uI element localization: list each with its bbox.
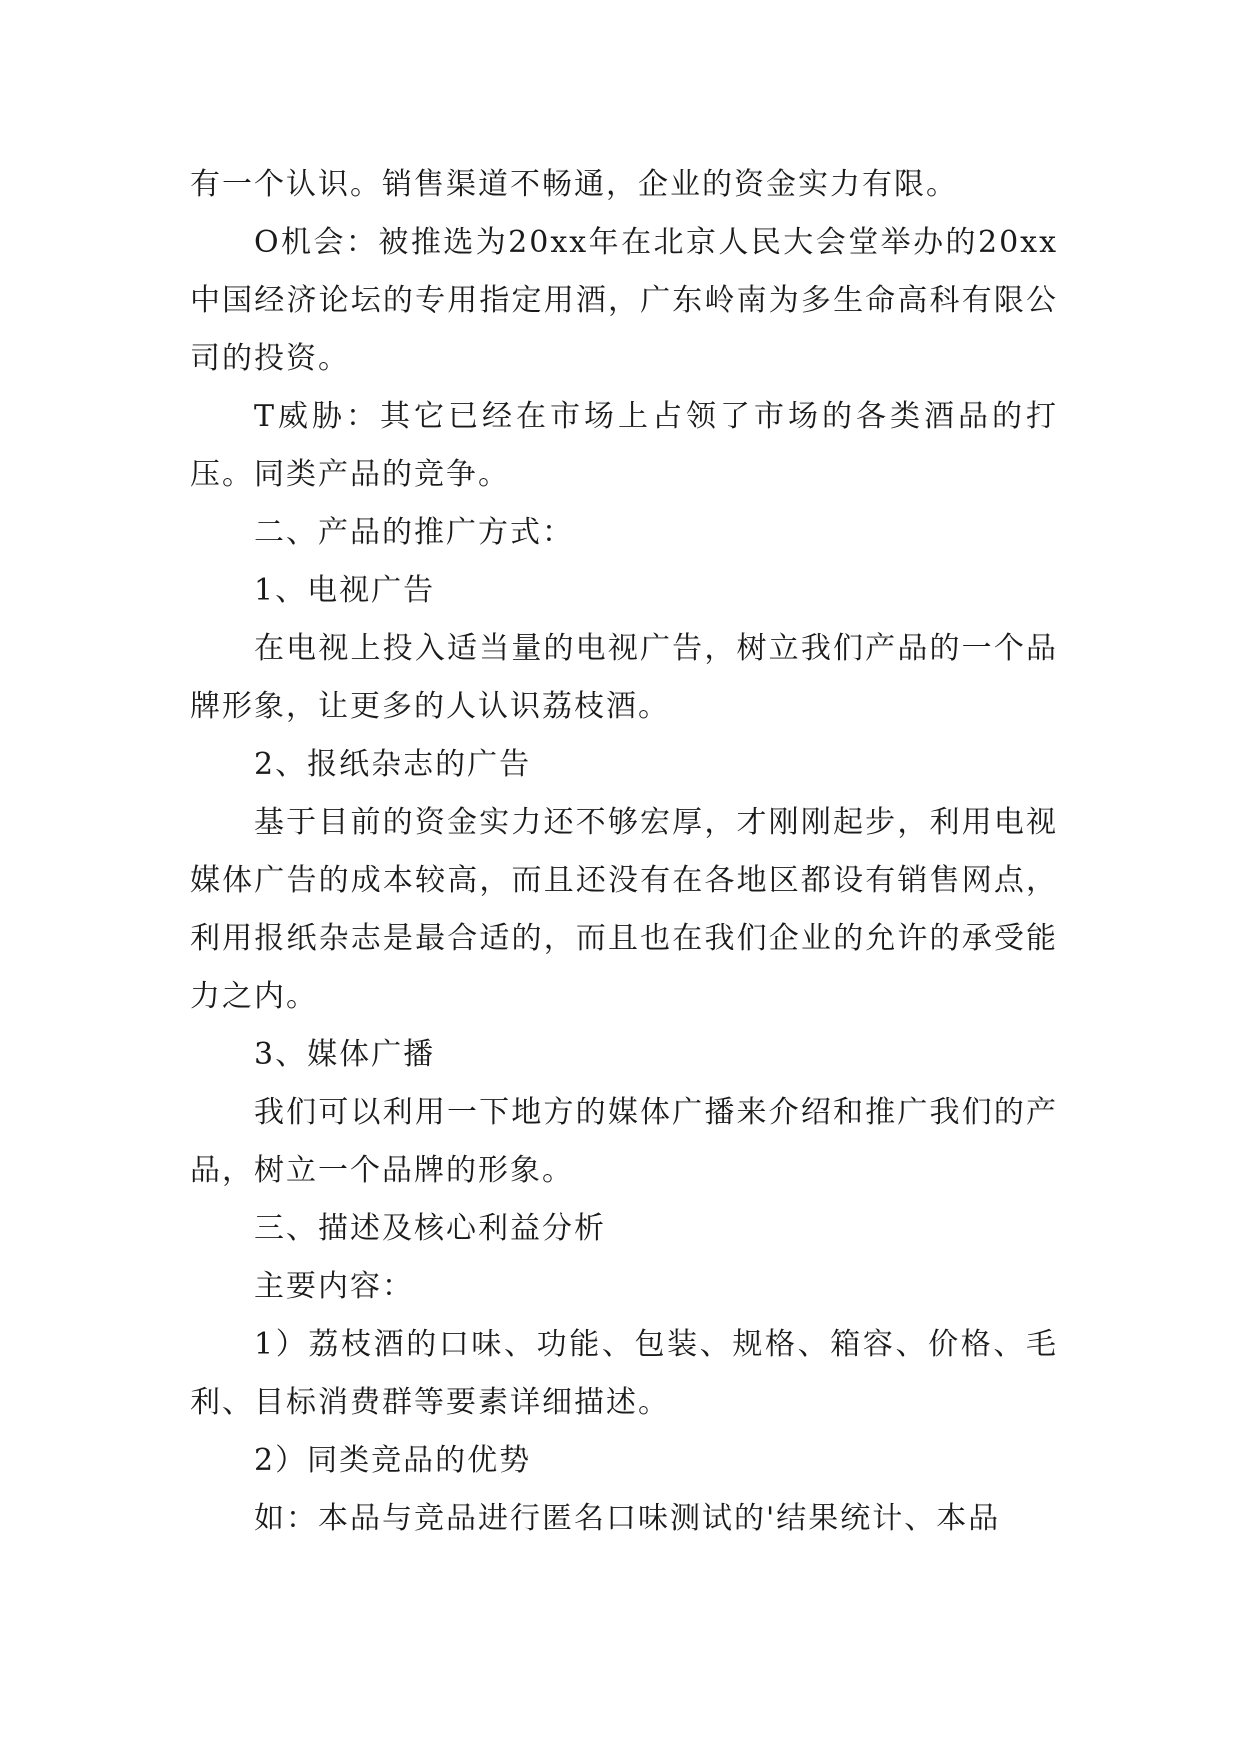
subheading-print-ads: 2、报纸杂志的广告 <box>254 747 532 782</box>
paragraph-print-ads: 基于目前的资金实力还不够宏厚，才刚刚起步，利用电视媒体广告的成本较高，而且还没有在各地区都设有销售网点，利用报纸杂志是最合适的，而且也在我们企业的允许的承受能力之内。 <box>190 805 1058 1014</box>
document-body <box>190 156 1058 1548</box>
paragraph-broadcast: 我们可以利用一下地方的媒体广播来介绍和推广我们的产品，树立一个品牌的形象。 <box>190 1095 1058 1188</box>
paragraph-continuation: 有一个认识。销售渠道不畅通，企业的资金实力有限。 <box>190 167 958 202</box>
paragraph-tv-ads: 在电视上投入适当量的电视广告，树立我们产品的一个品牌形象，让更多的人认识荔枝酒。 <box>190 631 1058 724</box>
paragraph-opportunity: O机会：被推选为20xx年在北京人民大会堂举办的20xx中国经济论坛的专用指定用酒，广东岭南为多生命高科有限公司的投资。 <box>190 225 1058 376</box>
paragraph-example: 如：本品与竞品进行匿名口味测试的'结果统计、本品 <box>254 1501 1001 1536</box>
paragraph-main-content-label: 主要内容： <box>254 1269 414 1304</box>
section-heading-analysis: 三、描述及核心利益分析 <box>254 1211 606 1246</box>
subheading-tv-ads: 1、电视广告 <box>254 573 436 608</box>
list-item-1: 1）荔枝酒的口味、功能、包装、规格、箱容、价格、毛利、目标消费群等要素详细描述。 <box>190 1327 1058 1420</box>
subheading-broadcast: 3、媒体广播 <box>254 1037 436 1072</box>
paragraph-threat: T威胁：其它已经在市场上占领了市场的各类酒品的打压。同类产品的竞争。 <box>190 399 1058 492</box>
list-item-2: 2）同类竞品的优势 <box>254 1443 532 1478</box>
section-heading-promotion: 二、产品的推广方式： <box>254 515 574 550</box>
